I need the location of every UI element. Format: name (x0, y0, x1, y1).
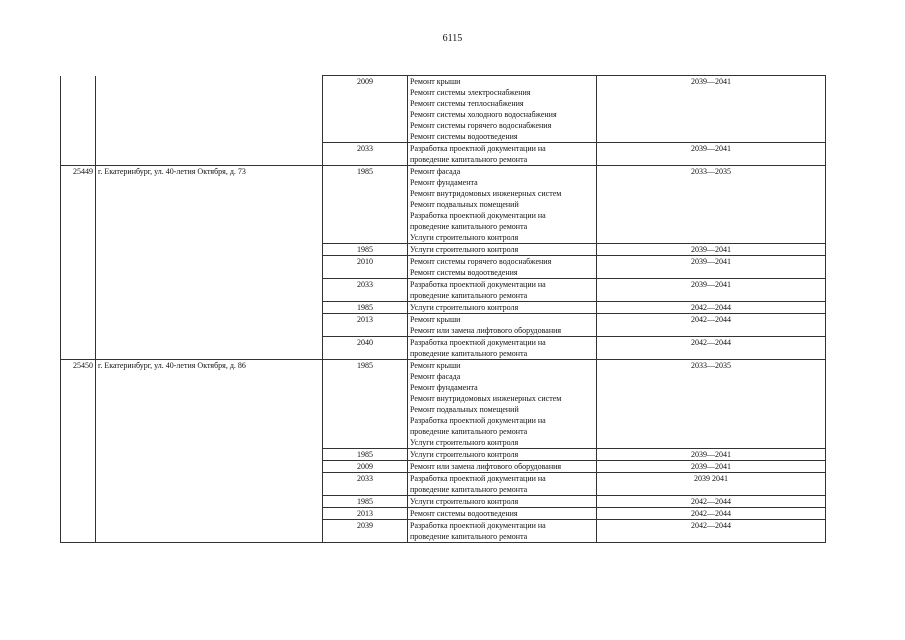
work-type-line: проведение капитального ремонта (410, 485, 528, 494)
planned-period-cell: 2033—2035 (597, 166, 826, 244)
planned-period-cell: 2042—2044 (597, 508, 826, 520)
last-repair-year-cell: 2033 (323, 279, 408, 302)
work-type-line: Ремонт крыши (410, 315, 461, 324)
work-types-cell (408, 314, 597, 337)
work-types-cell (408, 143, 597, 166)
work-type-line: Ремонт системы горячего водоснабжения (410, 257, 552, 266)
building-address-cell (96, 76, 323, 166)
work-types-cell (408, 337, 597, 360)
work-type-line: Разработка проектной документации на (410, 416, 546, 425)
work-types-cell (408, 496, 597, 508)
work-type-line: Ремонт или замена лифтового оборудования (410, 462, 562, 471)
work-type-line: Ремонт фундамента (410, 178, 478, 187)
work-type-line: Ремонт фундамента (410, 383, 478, 392)
last-repair-year-cell: 2033 (323, 473, 408, 496)
work-type-line: Ремонт системы водоотведения (410, 132, 518, 141)
building-id-cell (61, 76, 96, 166)
last-repair-year-cell: 2013 (323, 314, 408, 337)
work-type-line: Разработка проектной документации на (410, 521, 546, 530)
work-types-cell (408, 461, 597, 473)
work-type-line: Ремонт внутридомовых инженерных систем (410, 189, 562, 198)
work-types-cell (408, 360, 597, 449)
planned-period-cell: 2042—2044 (597, 314, 826, 337)
planned-period-cell: 2039—2041 (597, 244, 826, 256)
work-type-line: Ремонт системы водоотведения (410, 268, 518, 277)
work-type-line: Ремонт системы холодного водоснабжения (410, 110, 557, 119)
work-type-line: Ремонт системы электроснабжения (410, 88, 531, 97)
planned-period-cell: 2039—2041 (597, 279, 826, 302)
work-type-line: Услуги строительного контроля (410, 303, 519, 312)
building-address-cell: г. Екатеринбург, ул. 40-летия Октября, д. 86 (96, 360, 323, 543)
last-repair-year-cell: 1985 (323, 244, 408, 256)
work-type-line: Разработка проектной документации на (410, 338, 546, 347)
work-type-line: Услуги строительного контроля (410, 438, 519, 447)
work-types-cell (408, 508, 597, 520)
planned-period-cell: 2042—2044 (597, 302, 826, 314)
work-types-cell (408, 473, 597, 496)
last-repair-year-cell: 1985 (323, 302, 408, 314)
work-type-line: проведение капитального ремонта (410, 532, 528, 541)
work-type-line: проведение капитального ремонта (410, 222, 528, 231)
work-type-line: Ремонт подвальных помещений (410, 405, 519, 414)
last-repair-year-cell: 2013 (323, 508, 408, 520)
work-type-line: Услуги строительного контроля (410, 245, 519, 254)
planned-period-cell: 2039—2041 (597, 143, 826, 166)
work-type-line: Ремонт крыши (410, 77, 461, 86)
work-type-line: Услуги строительного контроля (410, 450, 519, 459)
work-type-line: Ремонт системы водоотведения (410, 509, 518, 518)
planned-period-cell: 2042—2044 (597, 520, 826, 543)
work-type-line: Ремонт системы теплоснабжения (410, 99, 524, 108)
work-type-line: Ремонт фасада (410, 372, 461, 381)
work-types-cell (408, 520, 597, 543)
last-repair-year-cell: 2009 (323, 76, 408, 143)
work-type-line: Разработка проектной документации на (410, 280, 546, 289)
last-repair-year-cell: 2039 (323, 520, 408, 543)
planned-period-cell: 2039 2041 (597, 473, 826, 496)
work-types-cell (408, 302, 597, 314)
planned-period-cell: 2039—2041 (597, 256, 826, 279)
last-repair-year-cell: 1985 (323, 496, 408, 508)
work-types-cell (408, 166, 597, 244)
work-types-cell (408, 244, 597, 256)
building-id-cell: 25449 (61, 166, 96, 360)
work-type-line: Услуги строительного контроля (410, 497, 519, 506)
last-repair-year-cell: 2010 (323, 256, 408, 279)
building-id-cell: 25450 (61, 360, 96, 543)
work-types-cell (408, 76, 597, 143)
work-type-line: Ремонт фасада (410, 167, 461, 176)
last-repair-year-cell: 1985 (323, 449, 408, 461)
planned-period-cell: 2042—2044 (597, 496, 826, 508)
work-type-line: Ремонт системы горячего водоснабжения (410, 121, 552, 130)
last-repair-year-cell: 2033 (323, 143, 408, 166)
work-type-line: Услуги строительного контроля (410, 233, 519, 242)
work-type-line: Разработка проектной документации на (410, 211, 546, 220)
work-types-cell (408, 279, 597, 302)
planned-period-cell: 2039—2041 (597, 449, 826, 461)
table-row (61, 360, 826, 449)
building-address-cell: г. Екатеринбург, ул. 40-летия Октября, д. 73 (96, 166, 323, 360)
planned-period-cell: 2039—2041 (597, 76, 826, 143)
table-row (61, 76, 826, 143)
work-type-line: Разработка проектной документации на (410, 474, 546, 483)
planned-period-cell: 2042—2044 (597, 337, 826, 360)
work-type-line: Ремонт или замена лифтового оборудования (410, 326, 562, 335)
work-type-line: проведение капитального ремонта (410, 291, 528, 300)
work-types-cell (408, 256, 597, 279)
work-type-line: Ремонт внутридомовых инженерных систем (410, 394, 562, 403)
last-repair-year-cell: 1985 (323, 360, 408, 449)
work-type-line: проведение капитального ремонта (410, 427, 528, 436)
work-types-cell (408, 449, 597, 461)
page-number: 6115 (442, 33, 463, 44)
last-repair-year-cell: 1985 (323, 166, 408, 244)
capital-repair-table (60, 75, 826, 543)
work-type-line: проведение капитального ремонта (410, 349, 528, 358)
work-type-line: Ремонт подвальных помещений (410, 200, 519, 209)
table-body (61, 76, 826, 543)
work-type-line: проведение капитального ремонта (410, 155, 528, 164)
planned-period-cell: 2039—2041 (597, 461, 826, 473)
work-type-line: Разработка проектной документации на (410, 144, 546, 153)
last-repair-year-cell: 2040 (323, 337, 408, 360)
last-repair-year-cell: 2009 (323, 461, 408, 473)
table-row (61, 166, 826, 244)
work-type-line: Ремонт крыши (410, 361, 461, 370)
planned-period-cell: 2033—2035 (597, 360, 826, 449)
